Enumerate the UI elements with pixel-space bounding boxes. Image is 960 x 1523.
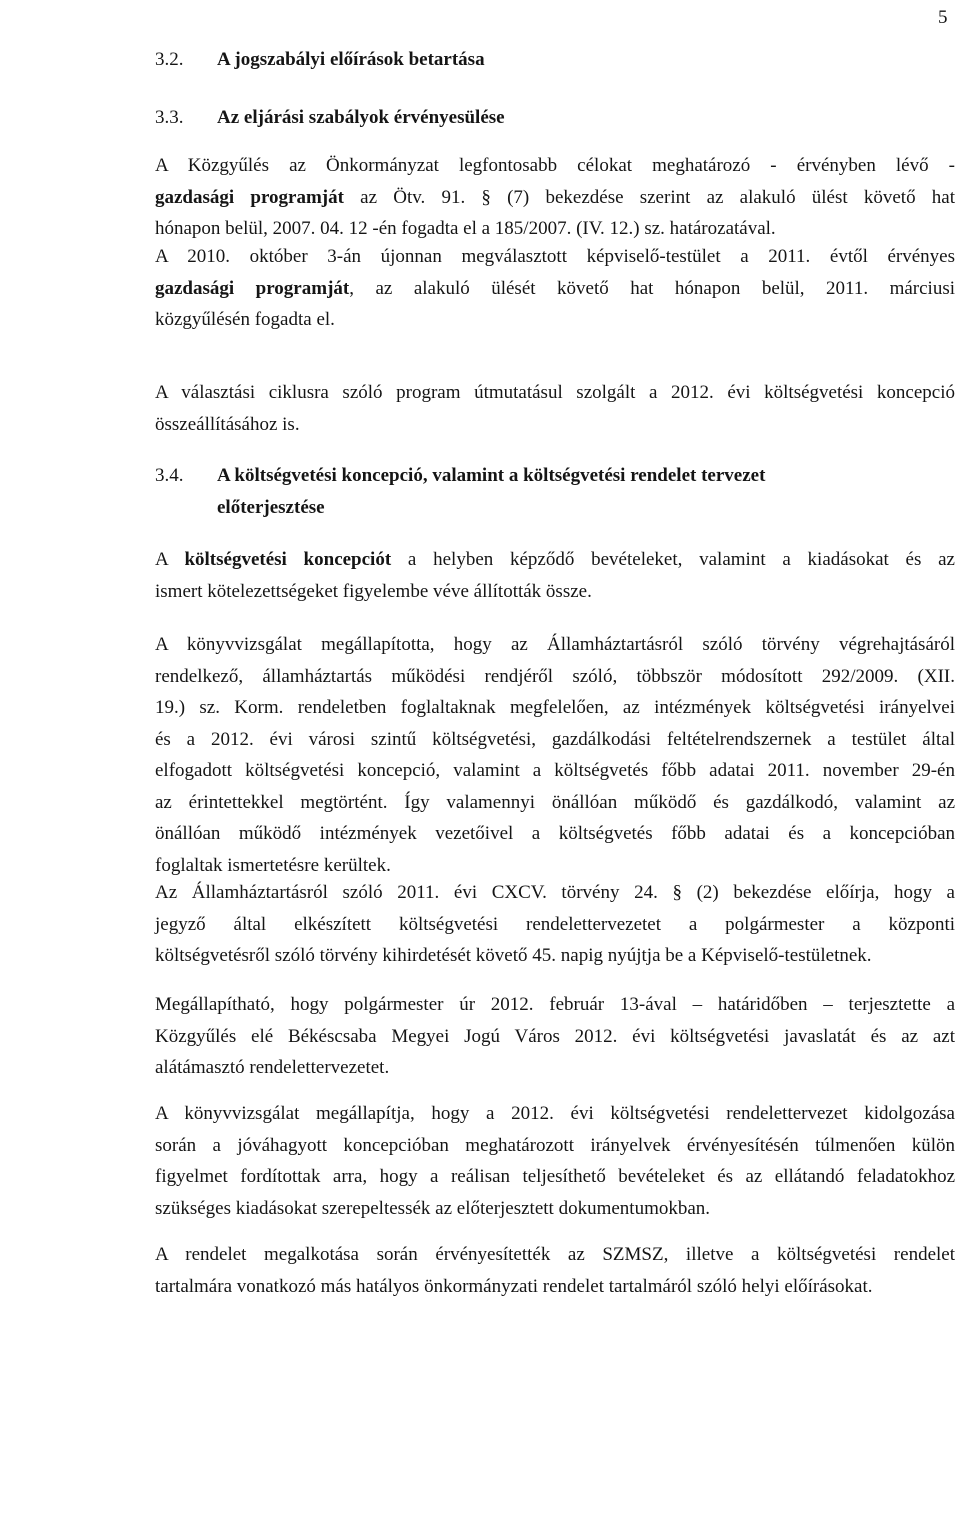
paragraph-audit-conclusion bbox=[155, 1098, 955, 1224]
text-line: tartalmára vonatkozó más hatályos önkormányzati rendelet tartalmáról szóló helyi előírásokat. bbox=[155, 1275, 873, 1297]
bold-phrase: költségvetési koncepciót bbox=[184, 549, 392, 570]
text-line: A választási ciklusra szóló program útmutatásul szolgált a 2012. évi költségvetési koncepció bbox=[155, 382, 955, 403]
text-line bbox=[155, 182, 955, 214]
text-line: az érintettekkel megtörtént. Így valamennyi önállóan működő és gazdálkodó, valamint az bbox=[155, 791, 955, 813]
paragraph-audit-finding bbox=[155, 629, 955, 881]
text-line: elfogadott költségvetési koncepció, valamint a költségvetés főbb adatai 2011. november 29-én bbox=[155, 760, 955, 781]
text-line: során a jóváhagyott koncepcióban meghatározott irányelvek érvényesítésén túlmenően külön bbox=[155, 1134, 955, 1156]
text-span: a helyben képződő bevételeket, valamint a kiadásokat és az bbox=[391, 549, 955, 570]
text-line: szükséges kiadásokat szerepeltessék az előterjesztett dokumentumokban. bbox=[155, 1197, 711, 1219]
section-heading-3-2 bbox=[155, 44, 945, 76]
text-line: rendelkező, államháztartás működési rendjéről szóló, többször módosított 292/2009. (XII. bbox=[155, 665, 955, 687]
section-number: 3.3. bbox=[155, 107, 184, 128]
text-line: jegyző által elkészített költségvetési rendelettervezetet a polgármester a központi bbox=[155, 913, 955, 935]
text-line: foglaltak ismertetésre kerültek. bbox=[155, 854, 391, 876]
section-title bbox=[217, 460, 945, 523]
text-line: A 2010. október 3-án újonnan megválasztott képviselő-testület a 2011. évtől érvényes bbox=[155, 246, 955, 267]
section-heading-3-3 bbox=[155, 102, 945, 134]
text-span: az Ötv. 91. § (7) bekezdése szerint az alakuló ülést követő hat bbox=[343, 186, 955, 208]
page-number: 5 bbox=[938, 7, 948, 28]
text-line: költségvetésről szóló törvény kihirdetését követő 45. napig nyújtja be a Képviselő-testületnek. bbox=[155, 945, 872, 966]
paragraph-election-cycle bbox=[155, 377, 955, 440]
bold-phrase: gazdasági programját bbox=[155, 277, 350, 299]
text-line bbox=[155, 544, 955, 576]
text-line: A könyvvizsgálat megállapítja, hogy a 2012. évi költségvetési rendelettervezet kidolgozása bbox=[155, 1103, 955, 1124]
paragraph-budget-concept bbox=[155, 544, 955, 607]
text-line: hónapon belül, 2007. 04. 12 -én fogadta el a 185/2007. (IV. 12.) sz. határozatával. bbox=[155, 218, 776, 239]
text-line: önállóan működő intézmények vezetőivel a költségvetés főbb adatai és a koncepcióban bbox=[155, 823, 955, 844]
text-line bbox=[155, 273, 955, 305]
section-heading-3-4 bbox=[155, 460, 945, 523]
paragraph-mayor-submission bbox=[155, 989, 955, 1084]
text-line: A rendelet megalkotása során érvényesítették az SZMSZ, illetve a költségvetési rendelet bbox=[155, 1244, 955, 1265]
text-line: közgyűlésén fogadta el. bbox=[155, 309, 335, 330]
section-number: 3.4. bbox=[155, 465, 184, 486]
text-line: A Közgyűlés az Önkormányzat legfontosabb célokat meghatározó - érvényben lévő - bbox=[155, 155, 955, 176]
section-title: A jogszabályi előírások betartása bbox=[217, 49, 485, 70]
text-line: 19.) sz. Korm. rendeletben foglaltaknak megfelelően, az intézmények költségvetési irányelvei bbox=[155, 697, 955, 718]
bold-phrase: gazdasági programját bbox=[155, 186, 344, 208]
text-span: A bbox=[155, 549, 185, 570]
text-line: Az Államháztartásról szóló 2011. évi CXCV. törvény 24. § (2) bekezdése előírja, hogy a bbox=[155, 882, 955, 903]
paragraph-2010-program bbox=[155, 241, 955, 336]
paragraph-public-finance-act bbox=[155, 877, 955, 972]
text-line: Megállapítható, hogy polgármester úr 2012. február 13-ával – határidőben – terjesztette a bbox=[155, 994, 955, 1015]
section-title: Az eljárási szabályok érvényesülése bbox=[217, 107, 505, 128]
text-line: és a 2012. évi városi szintű költségvetési, gazdálkodási feltételrendszernek a testület által bbox=[155, 728, 955, 750]
paragraph-economic-program bbox=[155, 150, 955, 245]
text-line: ismert kötelezettségeket figyelembe véve állították össze. bbox=[155, 580, 592, 602]
text-line: A könyvvizsgálat megállapította, hogy az Államháztartásról szóló törvény végrehajtásáról bbox=[155, 634, 955, 655]
text-line: összeállításához is. bbox=[155, 413, 300, 435]
title-line: A költségvetési koncepció, valamint a költségvetési rendelet tervezet bbox=[217, 465, 766, 486]
section-number: 3.2. bbox=[155, 49, 184, 70]
title-line: előterjesztése bbox=[217, 496, 325, 518]
text-line: Közgyűlés elé Békéscsaba Megyei Jogú Város 2012. évi költségvetési javaslatát és az azt bbox=[155, 1025, 955, 1047]
paragraph-regulation bbox=[155, 1239, 955, 1302]
text-line: alátámasztó rendelettervezetet. bbox=[155, 1057, 390, 1078]
text-span: , az alakuló ülését követő hat hónapon belül, 2011. márciusi bbox=[349, 277, 955, 299]
text-line: figyelmet fordítottak arra, hogy a reálisan teljesíthető bevételeket és az ellátandó feladatokhoz bbox=[155, 1166, 955, 1187]
